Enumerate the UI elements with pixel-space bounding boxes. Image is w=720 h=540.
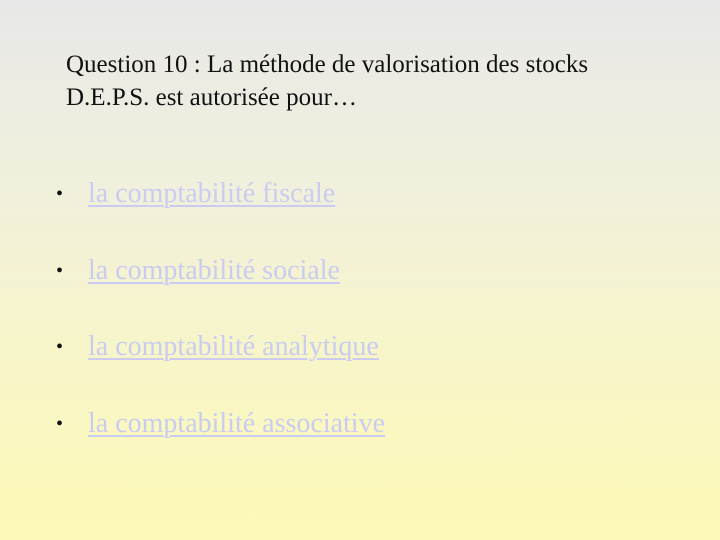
answer-link-associative[interactable]: la comptabilité associative [88,407,386,439]
answer-list [56,172,676,478]
bullet-icon: • [56,412,64,435]
answer-link-fiscale[interactable]: la comptabilité fiscale [88,178,336,209]
bullet-icon: • [56,183,64,205]
answer-option-associative [56,402,676,479]
question-line-2: D.E.P.S. est autorisée pour… [66,84,357,111]
answer-link-sociale[interactable]: la comptabilité sociale [88,254,340,286]
bullet-icon: • [56,336,64,358]
answer-option-fiscale [56,172,676,249]
question-text [66,48,686,114]
answer-option-sociale [56,249,676,326]
answer-link-analytique[interactable]: la comptabilité analytique [88,331,379,362]
bullet-icon: • [56,259,64,282]
question-line-1: Question 10 : La méthode de valorisation des stocks [66,51,589,78]
answer-option-analytique [56,325,676,402]
